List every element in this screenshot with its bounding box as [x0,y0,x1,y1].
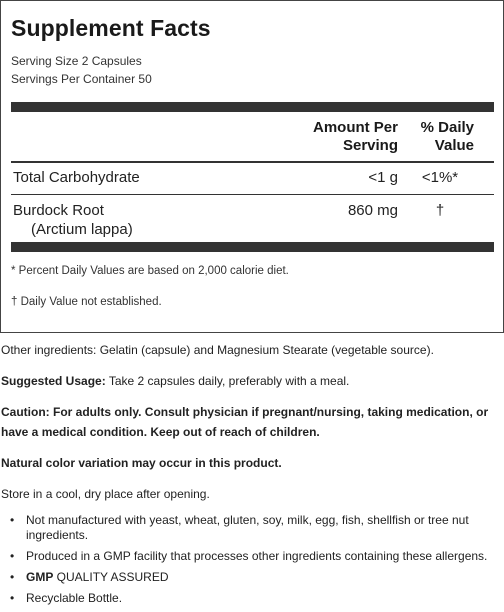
usage-label: Suggested Usage: [1,374,106,388]
list-item [6,513,502,543]
color-variation-note: Natural color variation may occur in this product. [1,456,282,470]
caution-text: Caution: For adults only. Consult physician if pregnant/nursing, taking medication, or have a medical condition. Keep out of reach of children. [1,405,489,439]
amount-header-line2: Serving [342,137,398,154]
other-ingredients: Other ingredients: Gelatin (capsule) and Magnesium Stearate (vegetable source). [1,343,434,357]
footnote-dv-not-established: † Daily Value not established. [11,296,162,308]
bullet-icon: • [10,570,15,584]
thick-divider-top [11,102,494,112]
list-item [6,591,502,606]
usage-text: Take 2 capsules daily, preferably with a meal. [105,374,350,388]
amount-per-serving-header [291,119,398,155]
claim-text: Not manufactured with yeast, wheat, gluten, soy, milk, egg, fish, shellfish or tree nut ingredients. [26,513,469,542]
row-divider [11,194,494,195]
servings-per-container: Servings Per Container 50 [11,72,152,86]
bullet-icon: • [10,513,15,527]
suggested-usage [1,371,501,391]
claim-text: Produced in a GMP facility that processes other ingredients containing these allergens. [26,549,488,563]
bullet-icon: • [10,591,15,605]
ingredient-daily-value: † [435,202,445,219]
daily-value-header [406,119,474,155]
nutrient-daily-value: <1%* [421,169,459,186]
header-divider [11,161,494,163]
footnote-percent-dv: * Percent Daily Values are based on 2,000 calorie diet. [11,265,289,277]
list-item [6,570,502,585]
nutrient-amount: <1 g [368,169,398,186]
claim-bold-text: GMP [26,570,54,584]
amount-header-line1: Amount Per [312,119,398,136]
ingredient-amount: 860 mg [347,202,398,219]
ingredient-name: Burdock Root [13,202,104,219]
nutrient-name: Total Carbohydrate [13,169,140,186]
claim-text: Recyclable Bottle. [26,591,123,605]
dv-header-line2: Value [434,137,474,154]
facts-title: Supplement Facts [11,15,211,41]
list-item [6,549,502,564]
bullet-icon: • [10,549,15,563]
thick-divider-bottom [11,242,494,252]
ingredient-latin-name: (Arctium lappa) [31,221,133,238]
product-claims-list [6,513,502,612]
dv-header-line1: % Daily [420,119,474,136]
claim-text: QUALITY ASSURED [53,570,169,584]
serving-size: Serving Size 2 Capsules [11,54,142,68]
storage-note: Store in a cool, dry place after opening. [1,487,210,501]
